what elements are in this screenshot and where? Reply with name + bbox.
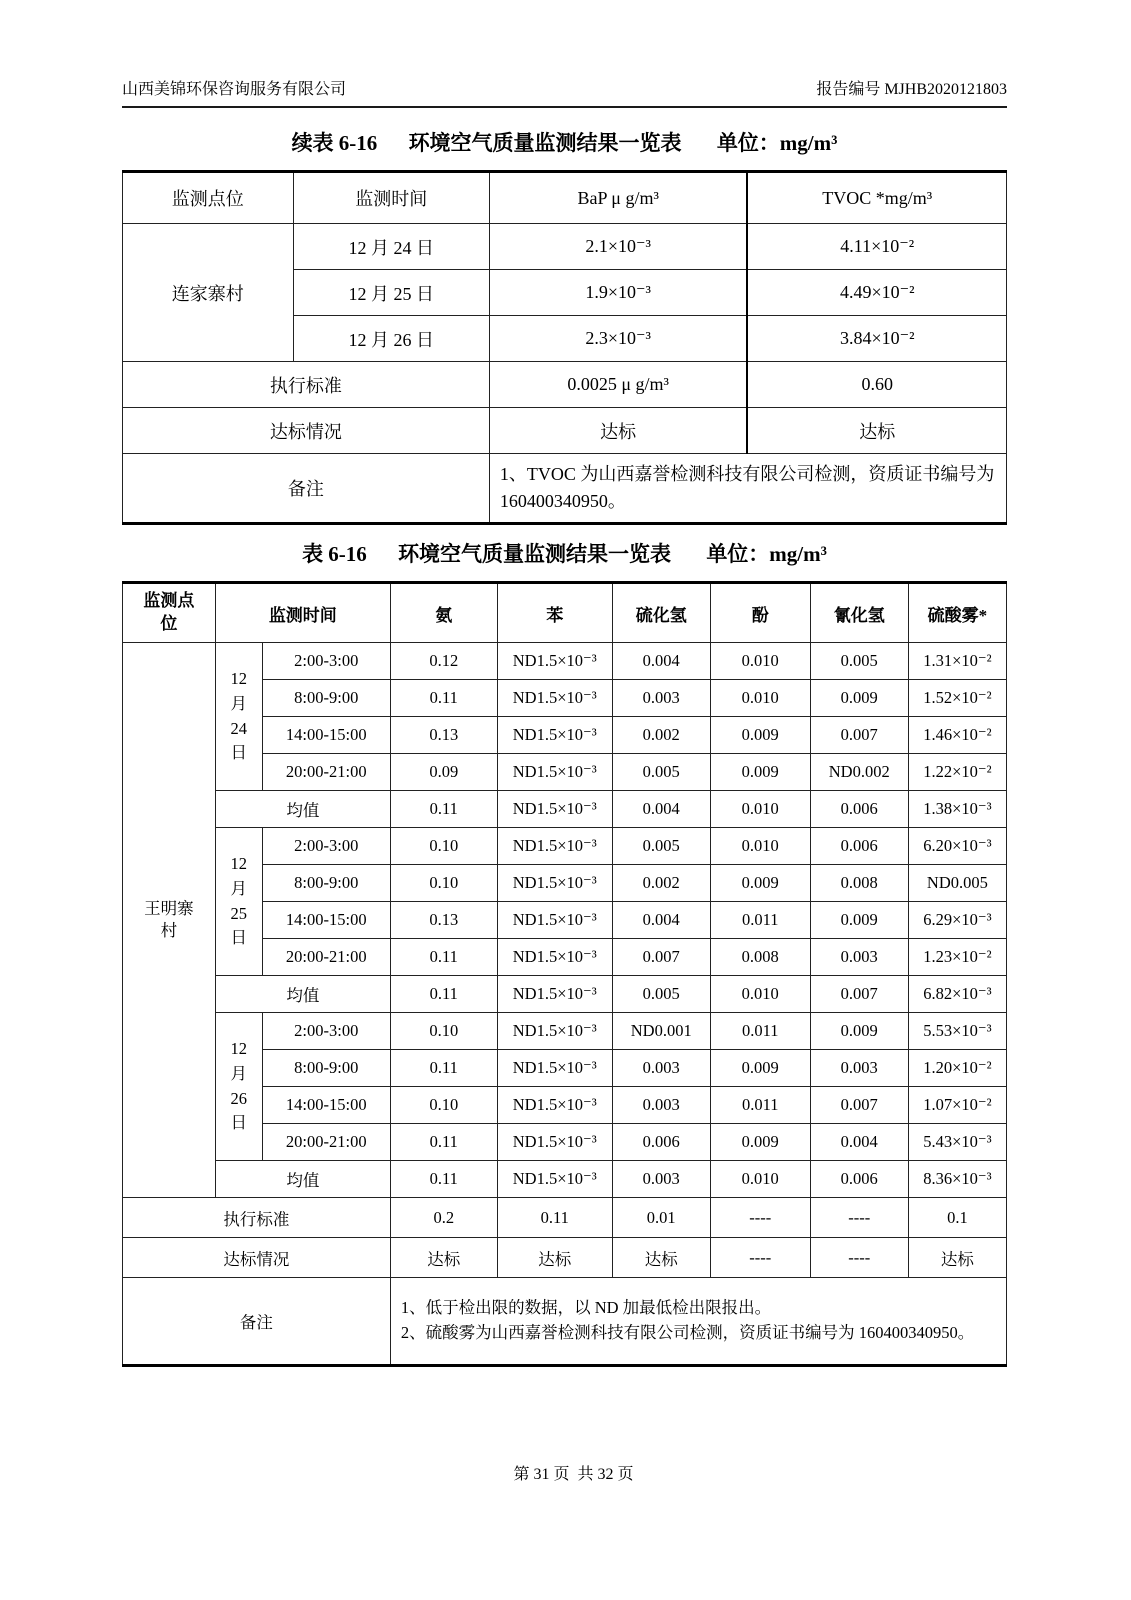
t2-value-cell: ND0.005: [908, 865, 1006, 902]
t2-value-cell: ND1.5×10⁻³: [497, 643, 612, 680]
t2-value-cell: 1.23×10⁻²: [908, 939, 1006, 976]
t1-note-label: 备注: [123, 454, 490, 524]
t1-date-cell: 12 月 26 日: [293, 316, 489, 362]
t2-value-cell: 0.11: [390, 1124, 497, 1161]
t2-compliance-value: 达标: [612, 1238, 710, 1278]
t2-value-cell: 0.11: [390, 791, 497, 828]
t2-value-cell: 0.009: [710, 1124, 810, 1161]
t2-value-cell: 1.52×10⁻²: [908, 680, 1006, 717]
t2-value-cell: 5.53×10⁻³: [908, 1013, 1006, 1050]
t1-col-time: 监测时间: [293, 172, 489, 224]
t2-value-cell: 0.010: [710, 643, 810, 680]
t2-value-cell: ND1.5×10⁻³: [497, 1087, 612, 1124]
t2-value-cell: 0.10: [390, 1013, 497, 1050]
t2-value-cell: ND0.001: [612, 1013, 710, 1050]
t2-value-cell: ND1.5×10⁻³: [497, 976, 612, 1013]
date-part: 24: [230, 718, 247, 738]
t2-value-cell: 0.009: [710, 1050, 810, 1087]
t2-value-cell: 0.003: [810, 1050, 908, 1087]
t2-value-cell: 1.07×10⁻²: [908, 1087, 1006, 1124]
t2-value-cell: ND1.5×10⁻³: [497, 791, 612, 828]
t2-standard-value: 0.2: [390, 1198, 497, 1238]
t2-value-cell: 0.004: [612, 902, 710, 939]
t2-value-cell: ND1.5×10⁻³: [497, 828, 612, 865]
t2-site-label: 王明寨村: [144, 898, 194, 940]
t2-standard-value: 0.1: [908, 1198, 1006, 1238]
table1-caption-unit: 单位：mg/m³: [716, 131, 838, 155]
t1-bap-cell: 1.9×10⁻³: [489, 270, 747, 316]
t2-value-cell: 0.11: [390, 680, 497, 717]
t1-bap-cell: 2.1×10⁻³: [489, 224, 747, 270]
t2-value-cell: ND1.5×10⁻³: [497, 902, 612, 939]
t2-value-cell: 0.13: [390, 717, 497, 754]
table2-row: [123, 1013, 1007, 1050]
t2-value-cell: 0.006: [810, 791, 908, 828]
t2-value-cell: 0.10: [390, 865, 497, 902]
t2-value-cell: 0.009: [810, 680, 908, 717]
t2-value-cell: 0.011: [710, 1013, 810, 1050]
t2-value-cell: 6.29×10⁻³: [908, 902, 1006, 939]
t2-standard-value: 0.11: [497, 1198, 612, 1238]
t2-value-cell: 0.010: [710, 680, 810, 717]
t2-value-cell: 0.002: [612, 865, 710, 902]
t2-value-cell: 0.003: [612, 1161, 710, 1198]
t2-mean-label: 均值: [215, 791, 390, 828]
t2-value-cell: 1.22×10⁻²: [908, 754, 1006, 791]
t2-mean-label: 均值: [215, 1161, 390, 1198]
t2-value-cell: 0.007: [612, 939, 710, 976]
t2-value-cell: 0.006: [810, 1161, 908, 1198]
t2-date-cell: [215, 1013, 262, 1161]
t2-value-cell: 0.009: [710, 865, 810, 902]
table2-standard-row: [123, 1198, 1007, 1238]
date-part: 日: [230, 743, 247, 763]
t2-value-cell: 0.11: [390, 1050, 497, 1087]
t2-compliance-value: ----: [810, 1238, 908, 1278]
t1-tvoc-cell: 4.49×10⁻²: [747, 270, 1006, 316]
t2-value-cell: 0.007: [810, 976, 908, 1013]
t2-compliance-value: 达标: [390, 1238, 497, 1278]
t2-time-cell: 2:00-3:00: [262, 828, 390, 865]
table2-row: [123, 828, 1007, 865]
t2-value-cell: 0.002: [612, 717, 710, 754]
t2-note-text: [390, 1278, 1006, 1366]
t2-col-h2s: 硫化氢: [612, 583, 710, 643]
date-part: 月: [230, 1063, 247, 1083]
t2-note-label: 备注: [123, 1278, 391, 1366]
t2-value-cell: 0.008: [710, 939, 810, 976]
t2-value-cell: 0.006: [810, 828, 908, 865]
t2-value-cell: 0.009: [810, 1013, 908, 1050]
t2-value-cell: 0.010: [710, 1161, 810, 1198]
t1-tvoc-cell: 4.11×10⁻²: [747, 224, 1006, 270]
page-header: [122, 76, 1007, 108]
t2-value-cell: 0.003: [612, 1050, 710, 1087]
t2-value-cell: 0.007: [810, 717, 908, 754]
t2-compliance-value: 达标: [908, 1238, 1006, 1278]
t2-date-cell: [215, 828, 262, 976]
table2-mean-row: [123, 791, 1007, 828]
table1-standard-row: [123, 362, 1007, 408]
table1-row: [123, 224, 1007, 270]
date-part: 月: [230, 693, 247, 713]
t2-time-cell: 8:00-9:00: [262, 865, 390, 902]
table2-caption: [122, 538, 1007, 568]
t1-col-site: 监测点位: [123, 172, 294, 224]
table1-note-row: [123, 454, 1007, 524]
t2-value-cell: 0.009: [710, 717, 810, 754]
table1: [122, 170, 1007, 525]
t2-compliance-value: 达标: [497, 1238, 612, 1278]
table2-caption-title: 环境空气质量监测结果一览表: [398, 542, 672, 566]
t2-value-cell: 0.004: [612, 643, 710, 680]
t1-date-cell: 12 月 25 日: [293, 270, 489, 316]
t2-value-cell: 0.005: [810, 643, 908, 680]
date-part: 12: [230, 1039, 247, 1058]
t2-col-nh3: 氨: [390, 583, 497, 643]
t1-note-text: 1、TVOC 为山西嘉誉检测科技有限公司检测，资质证书编号为 160400340950。: [489, 454, 1006, 524]
t1-compliance-bap: 达标: [489, 408, 747, 454]
t2-value-cell: 6.20×10⁻³: [908, 828, 1006, 865]
table1-caption-title: 环境空气质量监测结果一览表: [408, 131, 682, 155]
t2-time-cell: 2:00-3:00: [262, 1013, 390, 1050]
t2-value-cell: ND1.5×10⁻³: [497, 939, 612, 976]
t2-col-h2so4: 硫酸雾*: [908, 583, 1006, 643]
table1-header-row: [123, 172, 1007, 224]
date-part: 月: [230, 878, 247, 898]
table2-row: [123, 643, 1007, 680]
t2-value-cell: 0.009: [710, 754, 810, 791]
page-number: 第 31 页 共 32 页: [513, 1466, 634, 1483]
t1-compliance-label: 达标情况: [123, 408, 490, 454]
t2-col-site: [123, 583, 216, 643]
t2-standard-label: 执行标准: [123, 1198, 391, 1238]
t2-value-cell: ND1.5×10⁻³: [497, 1013, 612, 1050]
t2-value-cell: 0.004: [810, 1124, 908, 1161]
t2-value-cell: 0.005: [612, 754, 710, 791]
t1-col-bap: BaP μ g/m³: [489, 172, 747, 224]
t2-time-cell: 14:00-15:00: [262, 1087, 390, 1124]
t2-standard-value: 0.01: [612, 1198, 710, 1238]
t2-value-cell: 0.006: [612, 1124, 710, 1161]
t2-value-cell: 0.003: [612, 680, 710, 717]
t2-note-line: 2、硫酸雾为山西嘉誉检测科技有限公司检测，资质证书编号为 160400340950。: [400, 1323, 975, 1342]
t2-compliance-label: 达标情况: [123, 1238, 391, 1278]
t2-value-cell: 0.13: [390, 902, 497, 939]
t2-value-cell: 0.008: [810, 865, 908, 902]
t2-value-cell: 0.005: [612, 828, 710, 865]
t2-value-cell: 0.10: [390, 1087, 497, 1124]
date-part: 日: [230, 1113, 247, 1133]
t1-date-cell: 12 月 24 日: [293, 224, 489, 270]
t2-value-cell: ND1.5×10⁻³: [497, 1161, 612, 1198]
t1-standard-bap: 0.0025 μ g/m³: [489, 362, 747, 408]
table1-caption-label: 续表 6-16: [291, 131, 378, 155]
t2-value-cell: 0.011: [710, 1087, 810, 1124]
t2-value-cell: 1.38×10⁻³: [908, 791, 1006, 828]
t2-value-cell: ND1.5×10⁻³: [497, 1124, 612, 1161]
page-footer: [0, 1443, 1131, 1502]
t2-value-cell: 1.46×10⁻²: [908, 717, 1006, 754]
date-part: 25: [230, 903, 247, 923]
date-part: 26: [230, 1088, 247, 1108]
table2-compliance-row: [123, 1238, 1007, 1278]
t2-value-cell: 0.007: [810, 1087, 908, 1124]
t2-time-cell: 2:00-3:00: [262, 643, 390, 680]
company-name: 山西美锦环保咨询服务有限公司: [122, 81, 347, 98]
report-number: 报告编号 MJHB2020121803: [816, 81, 1007, 98]
t2-site-cell: [123, 643, 216, 1198]
t1-site-cell: 连家寨村: [123, 224, 294, 362]
t1-col-tvoc: TVOC *mg/m³: [747, 172, 1006, 224]
t2-value-cell: 0.010: [710, 828, 810, 865]
t2-value-cell: 0.003: [612, 1087, 710, 1124]
t2-time-cell: 20:00-21:00: [262, 939, 390, 976]
t2-value-cell: 5.43×10⁻³: [908, 1124, 1006, 1161]
t2-time-cell: 8:00-9:00: [262, 1050, 390, 1087]
date-part: 日: [230, 928, 247, 948]
t2-value-cell: 1.31×10⁻²: [908, 643, 1006, 680]
t1-tvoc-cell: 3.84×10⁻²: [747, 316, 1006, 362]
t2-value-cell: 0.010: [710, 791, 810, 828]
t2-value-cell: 0.004: [612, 791, 710, 828]
t2-value-cell: ND1.5×10⁻³: [497, 717, 612, 754]
t2-value-cell: 0.010: [710, 976, 810, 1013]
t2-value-cell: ND1.5×10⁻³: [497, 1050, 612, 1087]
t2-value-cell: 0.09: [390, 754, 497, 791]
table2-caption-label: 表 6-16: [302, 542, 367, 566]
t2-value-cell: ND1.5×10⁻³: [497, 754, 612, 791]
t2-value-cell: 0.11: [390, 939, 497, 976]
t1-bap-cell: 2.3×10⁻³: [489, 316, 747, 362]
t2-compliance-value: ----: [710, 1238, 810, 1278]
t2-standard-value: ----: [710, 1198, 810, 1238]
t2-value-cell: 0.11: [390, 1161, 497, 1198]
t2-value-cell: 6.82×10⁻³: [908, 976, 1006, 1013]
t2-value-cell: 1.20×10⁻²: [908, 1050, 1006, 1087]
t2-col-site-label: 监测点位: [143, 591, 195, 633]
t2-value-cell: 0.005: [612, 976, 710, 1013]
date-part: 12: [230, 669, 247, 688]
t2-mean-label: 均值: [215, 976, 390, 1013]
t2-date-cell: [215, 643, 262, 791]
t2-value-cell: 0.003: [810, 939, 908, 976]
table2: [122, 581, 1007, 1367]
t2-time-cell: 20:00-21:00: [262, 1124, 390, 1161]
t2-value-cell: 8.36×10⁻³: [908, 1161, 1006, 1198]
t2-value-cell: 0.11: [390, 976, 497, 1013]
t1-compliance-tvoc: 达标: [747, 408, 1006, 454]
t2-value-cell: ND1.5×10⁻³: [497, 865, 612, 902]
t2-time-cell: 8:00-9:00: [262, 680, 390, 717]
t2-value-cell: 0.011: [710, 902, 810, 939]
t2-value-cell: 0.009: [810, 902, 908, 939]
table2-caption-unit: 单位：mg/m³: [706, 542, 827, 566]
t2-standard-value: ----: [810, 1198, 908, 1238]
t2-value-cell: 0.12: [390, 643, 497, 680]
table2-mean-row: [123, 976, 1007, 1013]
t2-time-cell: 20:00-21:00: [262, 754, 390, 791]
t2-value-cell: ND0.002: [810, 754, 908, 791]
t2-time-cell: 14:00-15:00: [262, 717, 390, 754]
table2-header-row: [123, 583, 1007, 643]
t2-value-cell: ND1.5×10⁻³: [497, 680, 612, 717]
t2-col-benzene: 苯: [497, 583, 612, 643]
t2-col-phenol: 酚: [710, 583, 810, 643]
t2-col-hcn: 氰化氢: [810, 583, 908, 643]
table2-note-row: [123, 1278, 1007, 1366]
table1-compliance-row: [123, 408, 1007, 454]
t2-value-cell: 0.10: [390, 828, 497, 865]
t1-standard-tvoc: 0.60: [747, 362, 1006, 408]
t2-time-cell: 14:00-15:00: [262, 902, 390, 939]
t2-col-time: 监测时间: [215, 583, 390, 643]
t2-note-line: 1、低于检出限的数据，以 ND 加最低检出限报出。: [400, 1298, 772, 1318]
table2-mean-row: [123, 1161, 1007, 1198]
t1-standard-label: 执行标准: [123, 362, 490, 408]
table1-caption: [122, 127, 1007, 157]
date-part: 12: [230, 854, 247, 873]
